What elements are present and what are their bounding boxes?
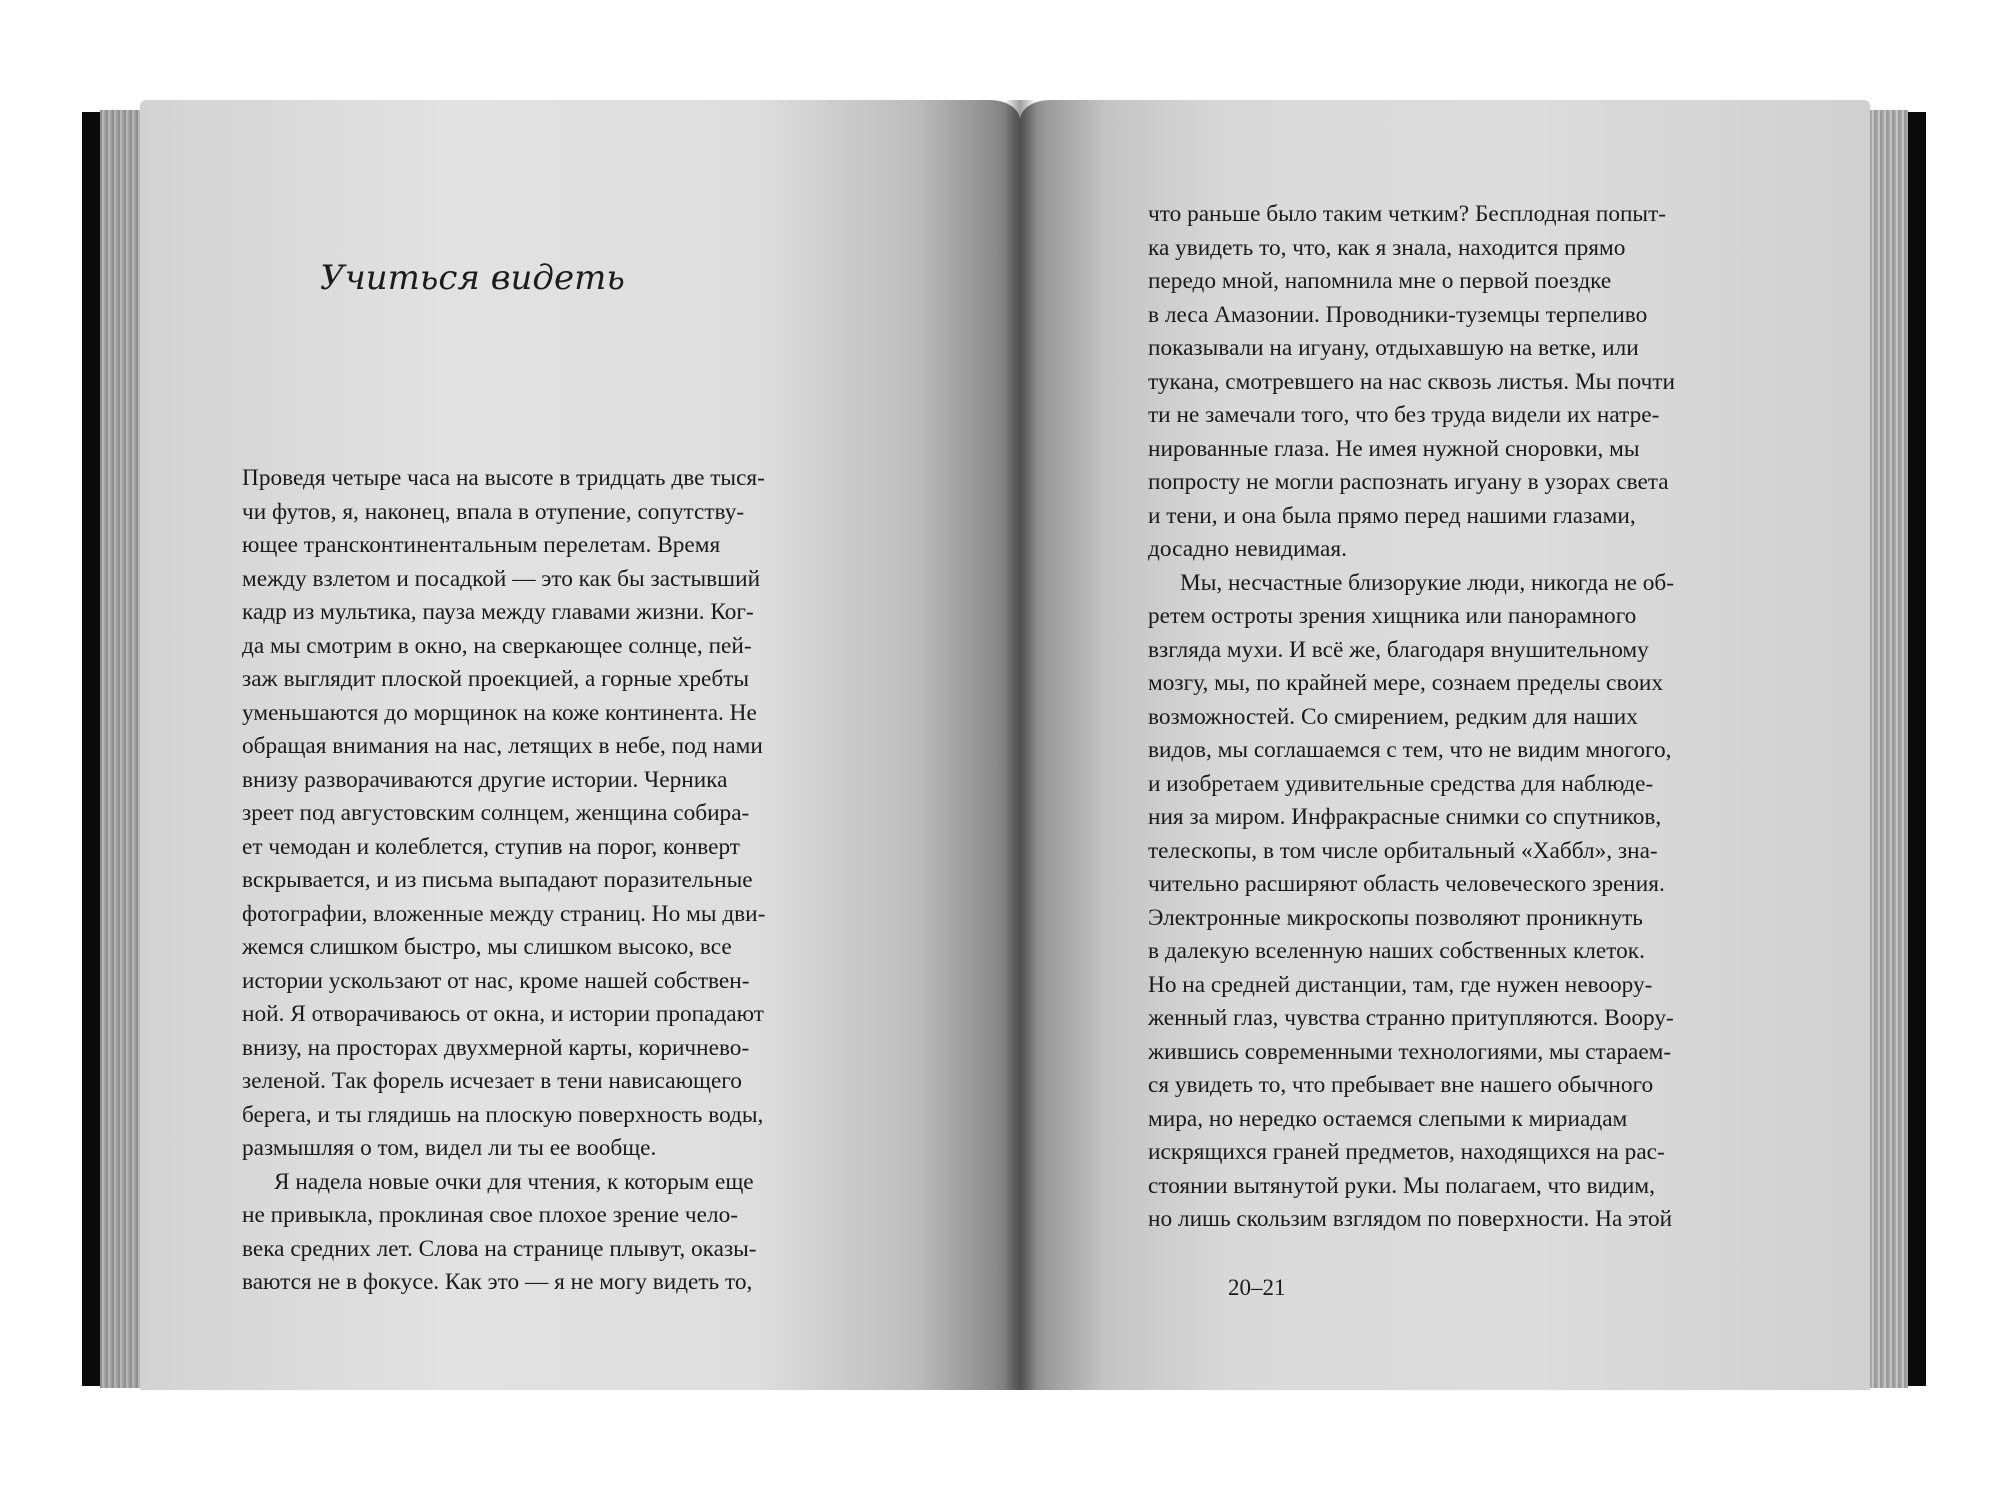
chapter-title: Учиться видеть bbox=[320, 258, 625, 298]
text-line: внизу, на просторах двухмерной карты, коричнево- bbox=[242, 1034, 750, 1061]
left-page-body bbox=[242, 462, 765, 1300]
text-line: мозгу, мы, по крайней мере, сознаем пределы своих bbox=[1148, 670, 1663, 696]
text-line: фотографии, вложенные между страниц. Но мы дви- bbox=[242, 900, 766, 927]
text-line: тукана, смотревшего на нас сквозь листья. Мы почти bbox=[1148, 368, 1675, 395]
text-line: но лишь скользим взглядом по поверхности. На этой bbox=[1148, 1206, 1673, 1232]
text-line: Электронные микроскопы позволяют проникнуть bbox=[1148, 904, 1643, 931]
text-line: вскрывается, и из письма выпадают поразительные bbox=[242, 867, 753, 893]
text-line: ной. Я отворачиваюсь от окна, и истории пропадают bbox=[242, 1001, 764, 1027]
text-line: искрящихся граней предметов, находящихся на рас- bbox=[1148, 1139, 1665, 1165]
back-cover-left bbox=[82, 112, 100, 1386]
text-line: в леса Амазонии. Проводники-туземцы терпеливо bbox=[1148, 301, 1648, 328]
text-line: видов, мы соглашаемся с тем, что не видим многого, bbox=[1148, 737, 1672, 763]
text-line: обращая внимания на нас, летящих в небе, под нами bbox=[242, 733, 763, 759]
text-line: не привыкла, проклиная свое плохое зрение чело- bbox=[242, 1202, 739, 1228]
text-line: возможностей. Со смирением, редким для наших bbox=[1148, 703, 1638, 730]
text-line: размышляя о том, видел ли ты ее вообще. bbox=[242, 1135, 657, 1161]
text-line: в далекую вселенную наших собственных клеток. bbox=[1148, 938, 1645, 964]
text-line: ка увидеть то, что, как я знала, находится прямо bbox=[1148, 234, 1626, 261]
text-line: ти не замечали того, что без труда видели их натре- bbox=[1148, 402, 1660, 428]
text-line: Но на средней дистанции, там, где нужен невоору- bbox=[1148, 971, 1653, 998]
text-line: зеленой. Так форель исчезает в тени нависающего bbox=[242, 1068, 742, 1094]
page-edges-right bbox=[1870, 110, 1908, 1388]
text-line: кадр из мультика, пауза между главами жизни. Ког- bbox=[242, 599, 754, 625]
text-line: заж выглядит плоской проекцией, а горные хребты bbox=[242, 666, 750, 692]
page-number: 20–21 bbox=[1228, 1275, 1286, 1300]
text-line: передо мной, напомнила мне о первой поездке bbox=[1148, 268, 1612, 294]
text-line: досадно невидимая. bbox=[1148, 536, 1347, 562]
text-line: ваются не в фокусе. Как это — я не могу видеть то, bbox=[242, 1269, 753, 1295]
text-line-paragraph-start: Мы, несчастные близорукие люди, никогда не об- bbox=[1180, 569, 1675, 596]
text-line: ся увидеть то, что пребывает вне нашего обычного bbox=[1148, 1072, 1654, 1098]
text-line: внизу разворачиваются другие истории. Черника bbox=[242, 766, 728, 793]
text-line: между взлетом и посадкой — это как бы застывший bbox=[242, 565, 761, 592]
spine-gutter bbox=[1004, 100, 1036, 1390]
text-line: женный глаз, чувства странно притупляются. Воору- bbox=[1148, 1005, 1674, 1031]
text-line: и изобретаем удивительные средства для наблюде- bbox=[1148, 770, 1654, 797]
text-line: да мы смотрим в окно, на сверкающее солнце, пей- bbox=[242, 632, 752, 659]
back-cover-right bbox=[1908, 112, 1926, 1386]
text-line: ретем остроты зрения хищника или панорамного bbox=[1148, 603, 1637, 629]
text-line: чительно расширяют область человеческого зрения. bbox=[1148, 871, 1665, 897]
page-edges-left bbox=[100, 110, 144, 1388]
text-line: попросту не могли распознать игуану в узорах света bbox=[1148, 469, 1669, 495]
text-line: ния за миром. Инфракрасные снимки со спутников, bbox=[1148, 804, 1662, 830]
text-line: чи футов, я, наконец, впала в отупение, сопутству- bbox=[242, 498, 745, 525]
text-line: века средних лет. Слова на странице плывут, оказы- bbox=[242, 1235, 757, 1262]
text-line: жемся слишком быстро, мы слишком высоко, все bbox=[242, 934, 732, 960]
text-line: что раньше было таким четким? Бесплодная попыт- bbox=[1148, 201, 1667, 227]
text-line: ющее трансконтинентальным перелетам. Время bbox=[242, 532, 721, 558]
text-line: взгляда мухи. И всё же, благодаря внушительному bbox=[1148, 636, 1649, 663]
text-line: мира, но нередко остаемся слепыми к мириадам bbox=[1148, 1105, 1628, 1132]
text-line: нированные глаза. Не имея нужной сноровки, мы bbox=[1148, 435, 1640, 462]
right-page-body bbox=[1148, 198, 1675, 1237]
text-line: стоянии вытянутой руки. Мы полагаем, что видим, bbox=[1148, 1172, 1655, 1199]
text-line: Проведя четыре часа на высоте в тридцать две тыся- bbox=[242, 465, 765, 491]
text-line: зреет под августовским солнцем, женщина собира- bbox=[242, 800, 750, 826]
text-line: истории ускользают от нас, кроме нашей собствен- bbox=[242, 967, 750, 994]
text-line: телескопы, в том числе орбитальный «Хаббл», зна- bbox=[1148, 837, 1658, 864]
text-line: и тени, и она была прямо перед нашими глазами, bbox=[1148, 502, 1636, 529]
text-line: берега, и ты глядишь на плоскую поверхность воды, bbox=[242, 1101, 764, 1128]
text-line: показывали на игуану, отдыхавшую на ветке, или bbox=[1148, 335, 1639, 361]
text-line-paragraph-start: Я надела новые очки для чтения, к которым еще bbox=[274, 1168, 754, 1195]
text-line: уменьшаются до морщинок на коже континента. Не bbox=[242, 699, 757, 726]
text-line: ет чемодан и колеблется, ступив на порог, конверт bbox=[242, 833, 740, 860]
text-line: жившись современными технологиями, мы стараем- bbox=[1148, 1038, 1672, 1065]
